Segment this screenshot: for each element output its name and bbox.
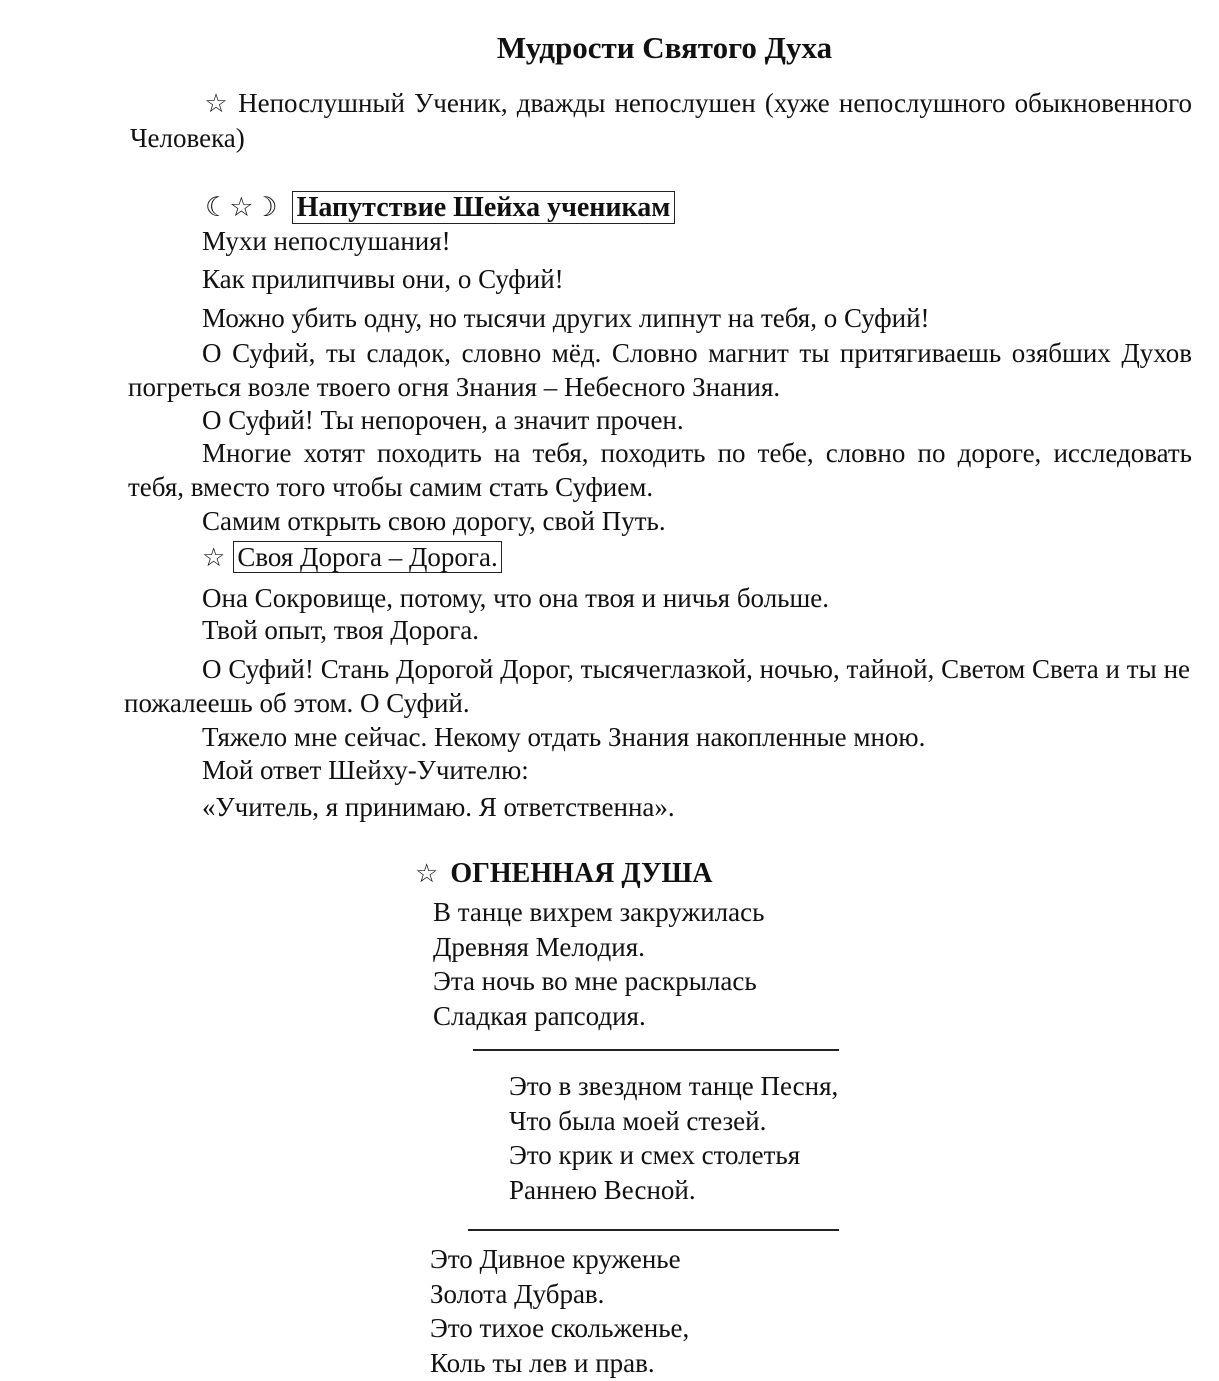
poem-line: Это тихое скольженье, xyxy=(430,1313,690,1343)
intro-paragraph xyxy=(130,86,1192,155)
poem-stanza-2 xyxy=(509,1069,838,1207)
poem-line: Раннею Весной. xyxy=(509,1174,696,1205)
boxed-line xyxy=(202,540,502,575)
poem-title-text: ОГНЕННАЯ ДУША xyxy=(450,858,713,889)
star-icon: ☆ xyxy=(202,89,231,118)
poem-title xyxy=(415,858,712,890)
text-paragraph xyxy=(128,436,1192,504)
text-line: Тяжело мне сейчас. Некому отдать Знания накопленные мною. xyxy=(202,722,926,752)
poem-line: Сладкая рапсодия. xyxy=(433,1000,646,1031)
poem-stanza-1 xyxy=(433,895,764,1033)
poem-line: Это Дивное круженье xyxy=(430,1244,681,1274)
text-paragraph xyxy=(128,336,1192,404)
star-icon: ☆ xyxy=(415,859,439,888)
poem-line: Это крик и смех столетья xyxy=(509,1140,801,1170)
divider xyxy=(468,1229,839,1231)
text-line: «Учитель, я принимаю. Я ответственна». xyxy=(202,792,675,822)
text-line: Она Сокровище, потому, что она твоя и ничья больше. xyxy=(202,583,830,613)
page-title xyxy=(0,30,1219,66)
poem-line: Древняя Мелодия. xyxy=(433,931,645,962)
text-line: Твой опыт, твоя Дорога. xyxy=(202,615,480,645)
paragraph-text: О Суфий, ты сладок, словно мёд. Словно магнит ты притягиваешь озябших Духов погреться возле твоего огня Знания – Небесного Знания. xyxy=(128,338,1192,402)
poem-line: Эта ночь во мне раскрылась xyxy=(433,966,757,996)
divider xyxy=(473,1049,839,1051)
paragraph-text: О Суфий! Стань Дорогой Дорог, тысячеглазкой, ночью, тайной, Светом Света и ты не пожалеешь об этом. О Суфий. xyxy=(124,654,1190,718)
sheikh-heading-box: Напутствие Шейха ученикам xyxy=(292,191,676,224)
text-line: Мой ответ Шейху-Учителю: xyxy=(202,755,529,785)
poem-line: Это в звездном танце Песня, xyxy=(509,1071,839,1101)
text-line: Как прилипчивы они, о Суфий! xyxy=(202,264,564,294)
text-line: Самим открыть свою дорогу, свой Путь. xyxy=(202,506,666,536)
star-icon: ☆ xyxy=(202,543,226,572)
poem-line: Что была моей стезей. xyxy=(509,1105,767,1136)
poem-line: Коль ты лев и прав. xyxy=(430,1347,655,1378)
poem-stanza-3 xyxy=(430,1242,689,1380)
page-title-text: Мудрости Святого Духа xyxy=(496,30,833,65)
text-line: Можно убить одну, но тысячи других липнут на тебя, о Суфий! xyxy=(202,303,930,333)
intro-text: Непослушный Ученик, дважды непослушен (хуже непослушного обыкновенного Человека) xyxy=(130,88,1192,153)
poem-line: Золота Дубрав. xyxy=(430,1278,605,1309)
paragraph-text: Многие хотят походить на тебя, походить по тебе, словно по дороге, исследовать тебя, вместо того чтобы самим стать Суфием. xyxy=(128,438,1192,502)
crescent-star-icon: ☾☆☽ xyxy=(205,192,278,222)
boxed-text: Своя Дорога – Дорога. xyxy=(233,541,501,573)
poem-line: В танце вихрем закружилась xyxy=(433,897,765,927)
text-line: О Суфий! Ты непорочен, а значит прочен. xyxy=(202,405,684,435)
text-line: Мухи непослушания! xyxy=(202,226,451,256)
text-paragraph xyxy=(124,652,1190,720)
sheikh-heading xyxy=(205,190,675,225)
